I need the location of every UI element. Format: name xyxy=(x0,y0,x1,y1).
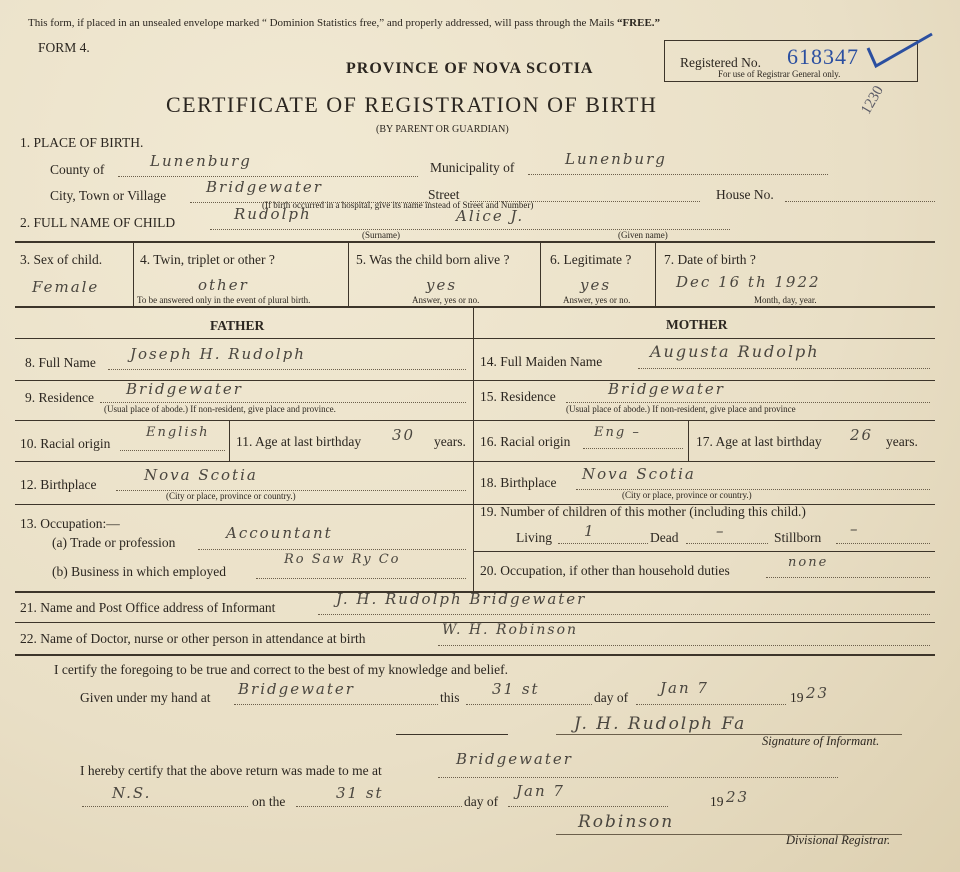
father-birthplace-value: Nova Scotia xyxy=(144,466,258,484)
this-label: this xyxy=(440,690,460,705)
date-value: Dec 16 th 1922 xyxy=(676,273,821,291)
informant-signature: J. H. Rudolph Fa xyxy=(574,714,747,734)
father-years: years. xyxy=(434,434,466,449)
mother-heading: MOTHER xyxy=(666,317,728,332)
informant-signature-caption: Signature of Informant. xyxy=(762,734,880,748)
day-of-label: day of xyxy=(594,690,629,705)
this-day: 31 st xyxy=(492,680,540,698)
legit-caption: Answer, yes or no. xyxy=(563,295,631,305)
mail-notice xyxy=(28,17,660,29)
certify-line: I certify the foregoing to be true and correct to the best of my knowledge and belief. xyxy=(54,662,508,677)
doctor-label: 22. Name of Doctor, nurse or other person in attendance at birth xyxy=(20,631,366,646)
registrar-place: Bridgewater xyxy=(456,750,573,768)
registrar-month: Jan 7 xyxy=(516,782,565,800)
business-label: (b) Business in which employed xyxy=(52,564,226,579)
registrar-line: I hereby certify that the above return was made to me at xyxy=(80,763,382,778)
city-label: City, Town or Village xyxy=(50,188,167,203)
mail-notice-free: “FREE.” xyxy=(616,17,661,29)
certificate-title: CERTIFICATE OF REGISTRATION OF BIRTH xyxy=(166,92,658,117)
living-label: Living xyxy=(516,530,552,545)
mother-age-value: 26 xyxy=(850,426,874,444)
trade-label: (a) Trade or profession xyxy=(52,535,176,550)
mother-occupation-value: none xyxy=(788,555,829,570)
given-label: Given under my hand at xyxy=(80,690,211,705)
child-given-value: Alice J. xyxy=(456,207,525,225)
stillborn-value: – xyxy=(850,520,860,538)
father-residence-label: 9. Residence xyxy=(25,390,94,405)
twin-label: 4. Twin, triplet or other ? xyxy=(140,252,275,267)
mother-birthplace-caption: (City or place, province or country.) xyxy=(622,490,752,500)
mother-residence-caption: (Usual place of abode.) If non-resident, give place and province xyxy=(566,404,796,414)
registrar-year-suffix: 23 xyxy=(726,788,750,806)
mother-name-value: Augusta Rudolph xyxy=(650,342,820,361)
year-suffix: 23 xyxy=(806,684,830,702)
street-label: Street xyxy=(428,187,460,202)
surname-caption: (Surname) xyxy=(362,230,400,240)
registration-number: 618347 xyxy=(787,44,859,69)
registrar-signature: Robinson xyxy=(578,812,675,832)
date-caption: Month, day, year. xyxy=(754,295,817,305)
legit-value: yes xyxy=(580,276,612,294)
certificate-subtitle: (BY PARENT OR GUARDIAN) xyxy=(376,124,509,135)
mother-birthplace-label: 18. Birthplace xyxy=(480,475,557,490)
on-the-label: on the xyxy=(252,794,286,809)
county-label: County of xyxy=(50,162,105,177)
year-prefix: 19 xyxy=(790,690,804,705)
alive-value: yes xyxy=(426,276,458,294)
registrar-day: 31 st xyxy=(336,784,384,802)
doctor-value: W. H. Robinson xyxy=(442,622,579,638)
alive-label: 5. Was the child born alive ? xyxy=(356,252,510,267)
alive-caption: Answer, yes or no. xyxy=(412,295,480,305)
form-number: FORM 4. xyxy=(38,40,90,55)
city-value: Bridgewater xyxy=(206,178,323,196)
registrar-province: N.S. xyxy=(112,784,152,802)
father-birthplace-label: 12. Birthplace xyxy=(20,477,97,492)
dead-value: – xyxy=(716,522,726,540)
child-surname-value: Rudolph xyxy=(234,205,312,223)
father-residence-caption: (Usual place of abode.) If non-resident, give place and province. xyxy=(104,404,336,414)
informant-value: J. H. Rudolph Bridgewater xyxy=(336,590,587,608)
given-caption: (Given name) xyxy=(618,230,668,240)
trade-value: Accountant xyxy=(226,524,333,542)
occupation-heading: 13. Occupation:— xyxy=(20,516,120,531)
father-residence-value: Bridgewater xyxy=(126,380,243,398)
sex-label: 3. Sex of child. xyxy=(20,252,103,267)
hospital-note: (If birth occurred in a hospital, give its name instead of Street and Number) xyxy=(262,200,534,210)
mother-years: years. xyxy=(886,434,918,449)
house-label: House No. xyxy=(716,187,774,202)
father-name-value: Joseph H. Rudolph xyxy=(130,345,306,363)
sex-value: Female xyxy=(32,278,100,296)
father-racial-label: 10. Racial origin xyxy=(20,436,111,451)
father-heading: FATHER xyxy=(210,318,265,333)
municipality-value: Lunenburg xyxy=(565,150,667,168)
mother-age-label: 17. Age at last birthday xyxy=(696,434,822,449)
dead-label: Dead xyxy=(650,530,679,545)
mother-racial-value: Eng – xyxy=(594,425,641,440)
registered-label: Registered No. xyxy=(680,55,761,70)
margin-mark: 1230 xyxy=(858,83,887,118)
children-label: 19. Number of children of this mother (including this child.) xyxy=(480,504,806,519)
legit-label: 6. Legitimate ? xyxy=(550,252,632,267)
registration-note: For use of Registrar General only. xyxy=(718,69,841,79)
date-label: 7. Date of birth ? xyxy=(664,252,756,267)
registrar-year-prefix: 19 xyxy=(710,794,724,809)
registrar-caption: Divisional Registrar. xyxy=(786,833,891,847)
stillborn-label: Stillborn xyxy=(774,530,822,545)
registrar-day-of: day of xyxy=(464,794,499,809)
county-value: Lunenburg xyxy=(150,152,252,170)
mail-notice-text: This form, if placed in an unsealed envelope marked “ Dominion Statistics free,” and properly addressed, will pass through the Mails xyxy=(28,17,615,29)
mother-racial-label: 16. Racial origin xyxy=(480,434,571,449)
father-birthplace-caption: (City or place, province or country.) xyxy=(166,491,296,501)
father-age-value: 30 xyxy=(392,426,416,444)
province-heading: PROVINCE OF NOVA SCOTIA xyxy=(346,60,594,77)
father-racial-value: English xyxy=(146,425,210,440)
mother-name-label: 14. Full Maiden Name xyxy=(480,354,603,369)
living-value: 1 xyxy=(584,522,596,540)
twin-caption: To be answered only in the event of plural birth. xyxy=(137,295,311,305)
twin-value: other xyxy=(198,276,249,294)
municipality-label: Municipality of xyxy=(430,160,515,175)
mother-birthplace-value: Nova Scotia xyxy=(582,465,696,483)
mother-occupation-label: 20. Occupation, if other than household duties xyxy=(480,563,730,578)
father-name-label: 8. Full Name xyxy=(25,355,96,370)
month-value: Jan 7 xyxy=(660,679,709,697)
given-place: Bridgewater xyxy=(238,680,355,698)
mother-residence-value: Bridgewater xyxy=(608,380,725,398)
place-heading: 1. PLACE OF BIRTH. xyxy=(20,135,144,150)
father-age-label: 11. Age at last birthday xyxy=(236,434,362,449)
business-value: Ro Saw Ry Co xyxy=(284,552,401,567)
check-mark-icon xyxy=(866,30,936,75)
mother-residence-label: 15. Residence xyxy=(480,389,556,404)
child-name-label: 2. FULL NAME OF CHILD xyxy=(20,215,176,230)
informant-label: 21. Name and Post Office address of Informant xyxy=(20,600,276,615)
